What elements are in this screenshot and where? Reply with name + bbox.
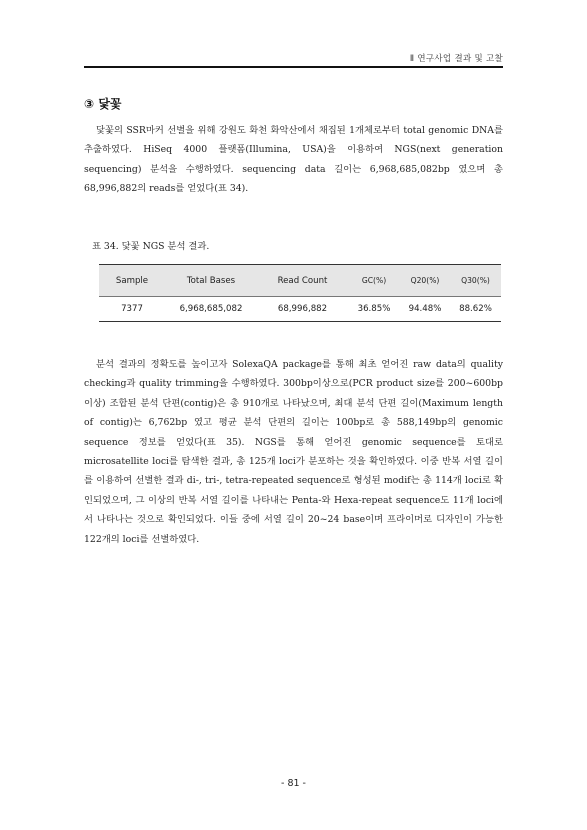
paragraph-analysis: 분석 결과의 정확도를 높이고자 SolexaQA package를 통해 최초 얻어진 raw data의 quality checking과 quality trimming을 수행하였다. 300bp이상으로(PCR product size를 200~600bp 이상) 조합된 분석 단편(contig)은 총 910개로 나타났으며, 최대 분석 단편 길이(Maximum length of contig)는 6,762bp 였고 평균 분석 단편의 길이는 100bp로 총 588,149bp의 genomic sequence 정보를 얻었다(표 35). NGS를 통해 얻어진 genomic sequence를 토대로 microsatellite loci를 탐색한 결과, 총 125개 loci가 분포하는 것을 확인하였다. 이중 반복 서열 길이를 이용하여 선별한 결과 di-, tri-, tetra-repeated sequence로 형성된 modif는 총 114개 loci로 확인되었으며, 그 이상의 반복 서열 길이를 나타내는 Penta-와 Hexa-repeat sequence도 11개 loci에서 나타나는 것으로 확인되었다. 이들 중에 서열 길이 20~24 base이며 프라이머로 디자인이 가능한 122개의 loci를 선별하였다. xyxy=(84,359,503,545)
ngs-results-table xyxy=(99,264,501,322)
cell-q30: 88.62% xyxy=(450,297,501,322)
header-sample: Sample xyxy=(99,265,165,297)
header-divider xyxy=(84,66,503,68)
paragraph-intro: 닻꽃의 SSR마커 선별을 위해 강원도 화천 화악산에서 채집된 1개체로부터 total genomic DNA를 추출하였다. HiSeq 4000 플랫폼(Illumina, USA)을 이용하여 NGS(next generation sequencing) 분석을 수행하였다. sequencing data 길이는 6,968,685,082bp 였으며 총 68,996,882의 reads를 얻었다(표 34). xyxy=(84,125,503,195)
section-title: ③ 닻꽃 xyxy=(84,97,122,111)
page-number: - 81 - xyxy=(281,778,306,789)
header-read-count: Read Count xyxy=(257,265,348,297)
cell-total-bases: 6,968,685,082 xyxy=(165,297,257,322)
running-header: Ⅱ 연구사업 결과 및 고찰 xyxy=(409,54,503,64)
cell-gc: 36.85% xyxy=(348,297,400,322)
table-row xyxy=(99,297,501,322)
cell-read-count: 68,996,882 xyxy=(257,297,348,322)
header-total-bases: Total Bases xyxy=(165,265,257,297)
header-q30: Q30(%) xyxy=(450,265,501,297)
table-caption: 표 34. 닻꽃 NGS 분석 결과. xyxy=(92,241,210,252)
cell-sample: 7377 xyxy=(99,297,165,322)
header-gc: GC(%) xyxy=(348,265,400,297)
table-header-row xyxy=(99,265,501,297)
cell-q20: 94.48% xyxy=(400,297,450,322)
header-q20: Q20(%) xyxy=(400,265,450,297)
